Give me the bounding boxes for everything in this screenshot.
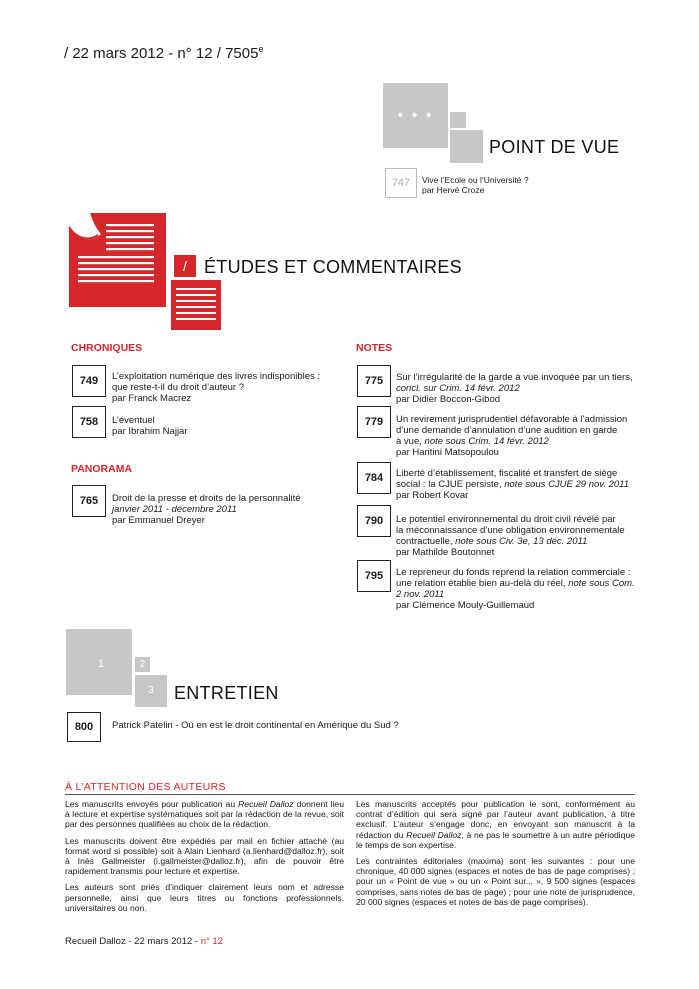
etudes-slash-badge: / — [174, 255, 196, 277]
medium-square-icon — [450, 130, 483, 163]
etudes-document-icon — [66, 210, 226, 335]
attention-paragraph: Les manuscrits doivent être expédiés par mail en fichier attaché (au format word si possible) soit à Alain Lienhard (a.lienhard@dalloz.fr), soit à Inès Gallmeister (i.gallmeister@dalloz.fr), afin de pouvoir être rapidement transmis pour lecture et expertise. — [65, 835, 344, 877]
chroniques-heading: CHRONIQUES — [71, 342, 143, 354]
chronique-entry-758[interactable]: L’éventuel par Ibrahim Najjar — [112, 415, 188, 437]
panorama-entry-765[interactable]: Droit de la presse et droits de la personnalité janvier 2011 - décembre 2011 par Emmanuel Dreyer — [112, 493, 301, 526]
attention-paragraph: Les auteurs sont priés d’indiquer clairement leurs nom et adresse personnelle, ainsi que leurs titres ou fonctions professionnels, universitaires ou non. — [65, 882, 344, 913]
page-number-790: 790 — [357, 505, 391, 537]
notes-heading: NOTES — [356, 342, 393, 354]
point-de-vue-title: POINT DE VUE — [489, 137, 620, 157]
point-de-vue-entry[interactable]: Vive l’Ecole ou l’Université ? par Hervé Croze — [422, 175, 529, 195]
note-entry-795[interactable]: Le repreneur du fonds reprend la relation commerciale : une relation établie bien au-delà du réel, note sous Com. 2 nov. 2011 par Clémence Mouly-Guillemaud — [396, 567, 635, 611]
page-number-747: 747 — [385, 168, 417, 198]
note-entry-790[interactable]: Le potentiel environnemental du droit civil révélé par la méconnaissance d’une obligation environnementale contractuelle, note sous Civ. 3e, 13 déc. 2011 par Mathilde Boutonnet — [396, 514, 625, 558]
page-number-775: 775 — [357, 365, 391, 397]
attention-divider — [65, 794, 635, 795]
page-number-765: 765 — [72, 485, 106, 517]
entretien-icon-2: 2 — [135, 657, 150, 672]
page-footer: Recueil Dalloz - 22 mars 2012 - n° 12 — [65, 936, 223, 947]
attention-paragraph: Les contraintes éditoriales (maxima) sont les suivantes : pour une chronique, 40 000 signes (espaces et notes de bas de page comprises) ; pour un « Point de vue » ou un « Point sur... », 9 500 signes (espaces comprises, sans notes de bas de page) ; pour une note de jurisprudence, 20 000 signes (espaces et notes de bas de page comprises). — [356, 856, 635, 907]
chronique-entry-749[interactable]: L’exploitation numérique des livres indisponibles : que reste-t-il du droit d’auteur ? par Franck Macrez — [112, 371, 321, 404]
issue-line: / 22 mars 2012 - n° 12 / 7505e — [64, 44, 264, 62]
page-number-800: 800 — [67, 712, 101, 742]
etudes-title: ÉTUDES ET COMMENTAIRES — [204, 257, 462, 277]
attention-paragraph: Les manuscrits envoyés pour publication au Recueil Dalloz donnent lieu à lecture et expertise systématiques soit par la rédaction de la revue, soit par des personnes qualifiées au choix de la rédaction. — [65, 799, 344, 830]
attention-right-column — [356, 799, 635, 913]
page-number-749: 749 — [72, 365, 106, 397]
entretien-entry-800[interactable]: Patrick Patelin - Où en est le droit continental en Amérique du Sud ? — [112, 720, 399, 731]
entretien-icon-1: 1 — [66, 629, 132, 695]
attention-title: À L’ATTENTION DES AUTEURS — [65, 781, 226, 793]
note-entry-779[interactable]: Un revirement jurisprudentiel défavorable à l’admission d’une demande d’annulation d’une audition en garde à vue, note sous Crim. 14 févr. 2012 par Haritini Matsopoulou — [396, 414, 628, 458]
attention-paragraph: Les manuscrits acceptés pour publication le sont, conformément au contrat d’édition qui sera signé par l’auteur avant publication, à titre exclusif. L’auteur s’engage donc, en envoyant son manuscrit à la rédaction du Recueil Dalloz, à ne pas le soumettre à un autre périodique le temps de son expertise. — [356, 799, 635, 850]
page-number-779: 779 — [357, 406, 391, 438]
page-number-758: 758 — [72, 406, 106, 438]
small-square-icon — [450, 112, 466, 128]
point-de-vue-icon: • • • — [383, 83, 448, 148]
panorama-heading: PANORAMA — [71, 463, 133, 475]
page-number-795: 795 — [357, 560, 391, 592]
page-number-784: 784 — [357, 462, 391, 494]
entretien-icon-3: 3 — [135, 675, 167, 707]
entretien-title: ENTRETIEN — [174, 683, 279, 703]
note-entry-784[interactable]: Liberté d’établissement, fiscalité et transfert de siège social : la CJUE persiste, note sous CJUE 29 nov. 2011 par Robert Kovar — [396, 468, 630, 501]
attention-left-column — [65, 799, 344, 919]
note-entry-775[interactable]: Sur l’irrégularité de la garde à vue invoquée par un tiers, concl. sur Crim. 14 févr. 2012 par Didier Boccon-Gibod — [396, 372, 633, 405]
